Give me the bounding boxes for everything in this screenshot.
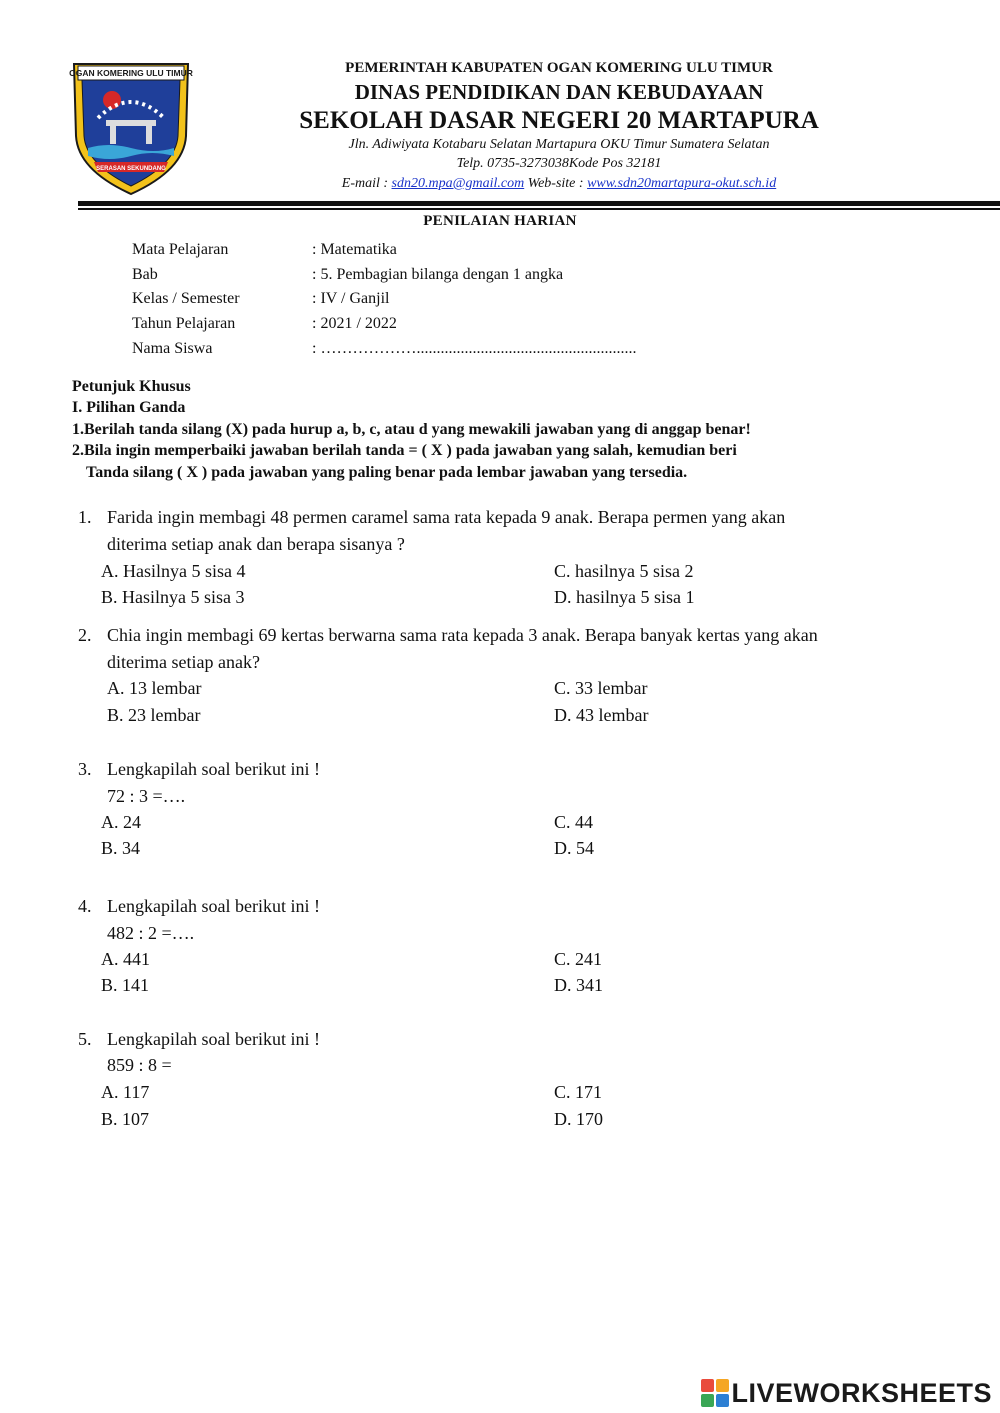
instruction-line-3: Tanda silang ( X ) pada jawaban yang paling benar pada lembar jawaban yang tersedia. <box>86 464 688 481</box>
info-value-chapter: : 5. Pembagian bilanga dengan 1 angka <box>312 266 564 283</box>
question-text-cont: diterima setiap anak? <box>107 652 260 672</box>
option-b[interactable]: B. Hasilnya 5 sisa 3 <box>101 587 245 607</box>
question-expression: 482 : 2 =…. <box>107 923 195 943</box>
option-b[interactable]: B. 34 <box>101 838 141 858</box>
email-label: E-mail : <box>341 176 389 191</box>
option-a[interactable]: A. 117 <box>101 1082 150 1102</box>
student-name-field[interactable]: : ………………....................................................... <box>312 340 637 357</box>
option-c[interactable]: C. 33 lembar <box>554 678 648 698</box>
option-d[interactable]: D. 170 <box>554 1109 603 1129</box>
question-text-cont: diterima setiap anak dan berapa sisanya ? <box>107 534 405 554</box>
question-number: 4. <box>78 896 92 916</box>
liveworksheets-text: LIVEWORKSHEETS <box>731 1377 992 1408</box>
option-b[interactable]: B. 107 <box>101 1109 150 1129</box>
option-c[interactable]: C. hasilnya 5 sisa 2 <box>554 561 694 581</box>
instruction-line-2: 2.Bila ingin memperbaiki jawaban berilah tanda = ( X ) pada jawaban yang salah, kemudian beri <box>72 442 737 459</box>
option-c[interactable]: C. 44 <box>554 812 594 832</box>
page-title: PENILAIAN HARIAN <box>423 213 577 229</box>
header-contact <box>200 176 918 192</box>
info-value-year: : 2021 / 2022 <box>312 315 397 332</box>
question-number: 3. <box>78 759 92 779</box>
question-text: Lengkapilah soal berikut ini ! <box>107 896 320 916</box>
header-divider-thick <box>78 201 1000 206</box>
info-label-year: Tahun Pelajaran <box>132 315 236 332</box>
header-divider-thin <box>78 208 1000 210</box>
email-link[interactable]: sdn20.mpa@gmail.com <box>391 176 525 191</box>
question-expression: 72 : 3 =…. <box>107 786 186 806</box>
question-number: 5. <box>78 1029 92 1049</box>
option-a[interactable]: A. 441 <box>101 949 150 969</box>
liveworksheets-logo[interactable] <box>701 1376 992 1410</box>
info-value-subject: : Matematika <box>312 241 397 258</box>
info-value-class: : IV / Ganjil <box>312 290 390 307</box>
question-text: Farida ingin membagi 48 permen caramel sama rata kepada 9 anak. Berapa permen yang akan <box>107 507 786 527</box>
option-b[interactable]: B. 141 <box>101 975 150 995</box>
school-logo <box>68 58 194 198</box>
header-school-name: SEKOLAH DASAR NEGERI 20 MARTAPURA <box>299 107 819 134</box>
option-d[interactable]: D. 54 <box>554 838 594 858</box>
option-d[interactable]: D. 43 lembar <box>554 705 649 725</box>
question-text: Lengkapilah soal berikut ini ! <box>107 1029 320 1049</box>
website-label: Web-site : <box>527 176 584 191</box>
question-text: Lengkapilah soal berikut ini ! <box>107 759 320 779</box>
info-label-class: Kelas / Semester <box>132 290 240 307</box>
question-number: 1. <box>78 507 92 527</box>
website-link[interactable]: www.sdn20martapura-okut.sch.id <box>587 176 777 191</box>
instructions-heading: Petunjuk Khusus <box>72 378 191 395</box>
logo-text-bottom: SERASAN SEKUNDANG <box>96 166 166 172</box>
header-government: PEMERINTAH KABUPATEN OGAN KOMERING ULU TIMUR <box>345 60 773 76</box>
option-a[interactable]: A. 13 lembar <box>107 678 202 698</box>
question-expression: 859 : 8 = <box>107 1055 172 1075</box>
info-label-student-name: Nama Siswa <box>132 340 213 357</box>
option-d[interactable]: D. hasilnya 5 sisa 1 <box>554 587 695 607</box>
liveworksheets-mark-icon <box>701 1379 729 1407</box>
option-a[interactable]: A. 24 <box>101 812 141 832</box>
option-c[interactable]: C. 171 <box>554 1082 603 1102</box>
question-text: Chia ingin membagi 69 kertas berwarna sama rata kepada 3 anak. Berapa banyak kertas yang akan <box>107 625 818 645</box>
section-heading: I. Pilihan Ganda <box>72 399 186 416</box>
option-b[interactable]: B. 23 lembar <box>107 705 201 725</box>
header-department: DINAS PENDIDIKAN DAN KEBUDAYAAN <box>354 80 764 104</box>
option-d[interactable]: D. 341 <box>554 975 603 995</box>
instruction-line-1: 1.Berilah tanda silang (X) pada hurup a, b, c, atau d yang mewakili jawaban yang di anggap benar! <box>72 421 751 438</box>
info-label-chapter: Bab <box>132 266 158 283</box>
info-label-subject: Mata Pelajaran <box>132 241 229 258</box>
question-number: 2. <box>78 625 92 645</box>
option-c[interactable]: C. 241 <box>554 949 603 969</box>
header-address: Jln. Adiwiyata Kotabaru Selatan Martapura OKU Timur Sumatera Selatan <box>348 137 770 152</box>
option-a[interactable]: A. Hasilnya 5 sisa 4 <box>101 561 246 581</box>
header-phone: Telp. 0735-3273038Kode Pos 32181 <box>456 156 662 171</box>
logo-text-top: OGAN KOMERING ULU TIMUR <box>69 68 193 78</box>
